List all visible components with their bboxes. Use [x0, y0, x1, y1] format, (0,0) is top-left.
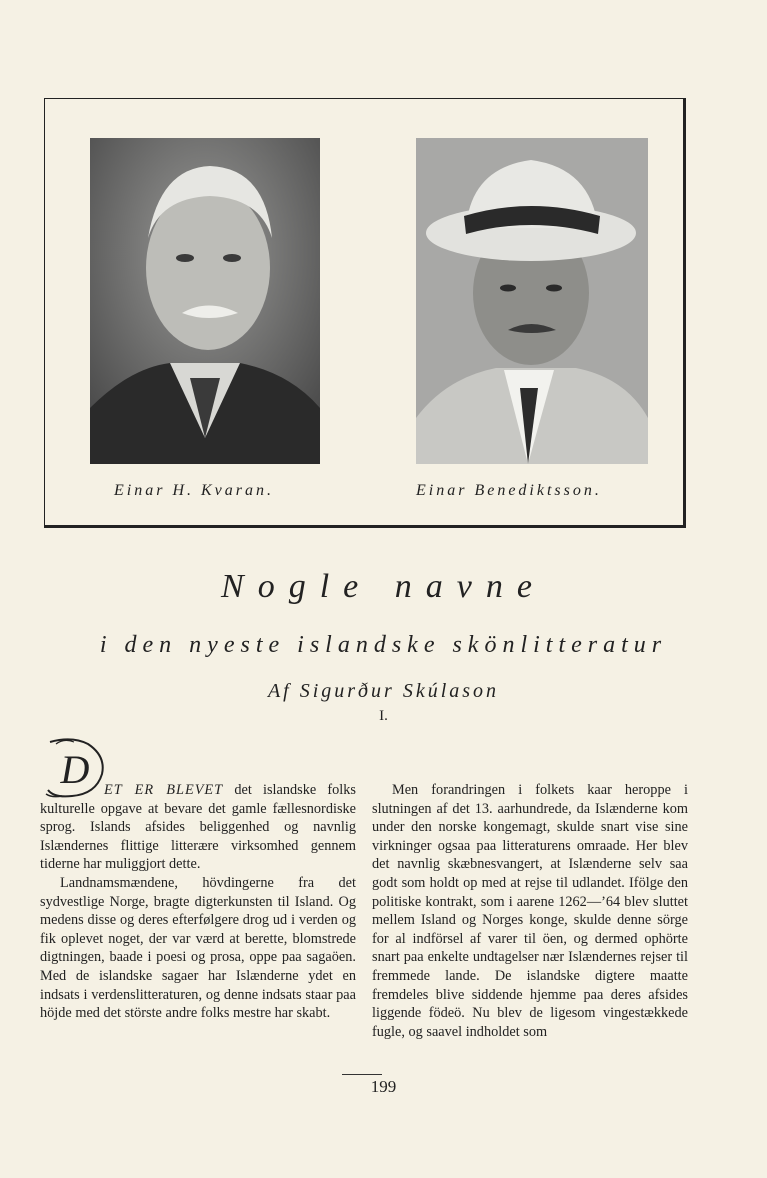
paragraph: [40, 781, 356, 874]
portrait-kvaran: [90, 138, 320, 464]
page-number: 199: [370, 1077, 397, 1096]
paragraph-text: det islandske folks kulturelle opgave at bevare det gamle fællesnordiske sprog. Islands afsides beliggenhed og navnlig Islændernes flittige litterære virksomhed gennem tiderne har muliggjort dette.: [40, 782, 356, 873]
portrait-benediktsson: [416, 138, 648, 464]
dropcap-letter: D: [60, 747, 90, 792]
column-right: [372, 781, 688, 1041]
opening-words: ET ER BLEVET: [104, 782, 224, 798]
article-byline: Af Sigurður Skúlason: [267, 680, 500, 702]
folio-rule: [342, 1074, 382, 1075]
article-subtitle: i den nyeste islandske skönlitteratur: [99, 632, 668, 658]
section-number: I.: [379, 708, 388, 724]
paragraph: Landnamsmændene, hövdingerne fra det sydvestlige Norge, bragte digterkunsten til Island. Og medens disse og deres efterfølgere drog ud i verden og fik oplevet noget, der var værd at berette, blomstrede digtningen, baade i poesi og prosa, oppe paa sagaöen. Med de islandske sagaer har Islænderne ydet en indsats i verdenslitteraturen, og denne indsats staar paa höjde med det störste andre folks mestre har skabt.: [40, 874, 356, 1022]
caption-kvaran: Einar H. Kvaran.: [114, 482, 274, 499]
article-title: Nogle navne: [221, 568, 546, 605]
paragraph: Men forandringen i folkets kaar heroppe i slutningen af det 13. aarhundrede, da Islænderne kom under den norske kongemagt, skulde snart vise sine virkninger ogsaa paa litteraturens omraade. Her blev det navnlig skæbnesvangert, at Islænderne selv saa godt som holdt op med at rejse til udlandet. Ifölge den politiske kontrakt, som i aarene 1262—’64 blev sluttet mellem Island og Norges konge, skulde denne sörge for al indförsel af varer til öen, og dermed ophörte snart paa enkelte undtagelser nær Islændernes rejser til fremmede lande. De islandske digtere maatte fremdeles blive siddende hjemme paa deres afsides liggende födeö. Nu blev de ligesom vingestækkede fugle, og saavel indholdet som: [372, 782, 688, 1040]
caption-benediktsson: Einar Benediktsson.: [416, 482, 602, 499]
column-left: [40, 781, 356, 1023]
